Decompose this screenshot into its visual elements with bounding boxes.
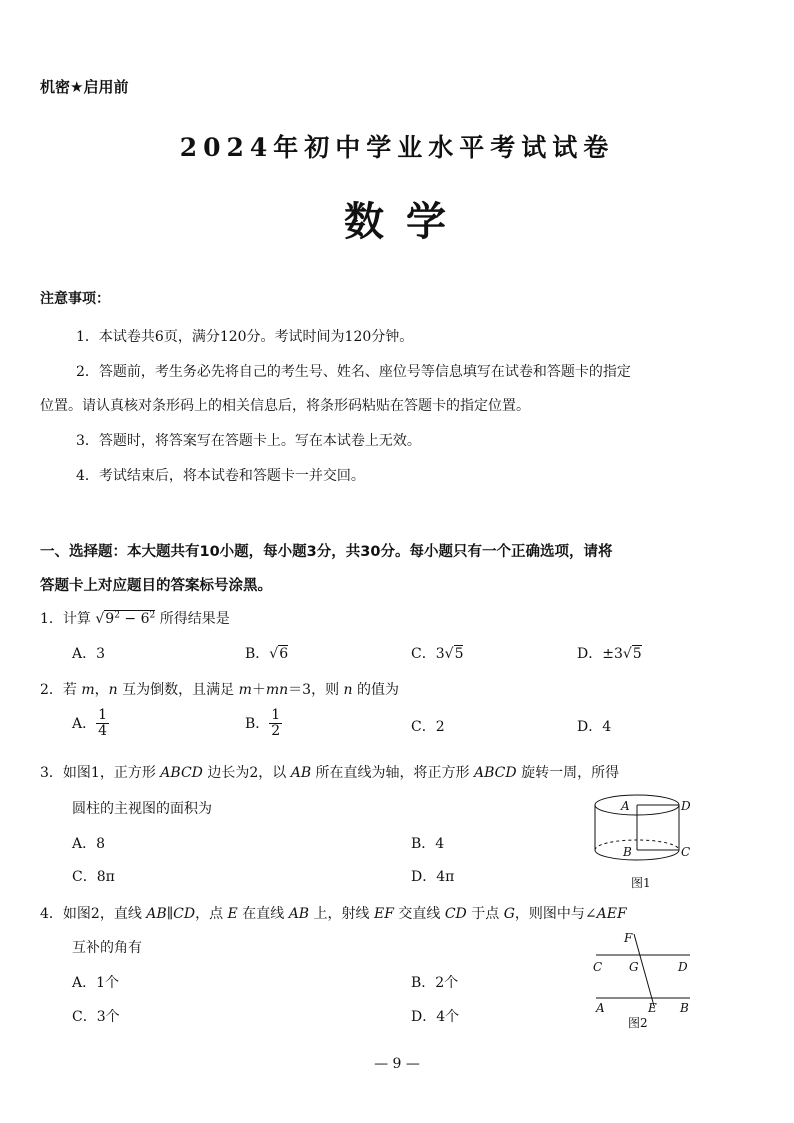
q3-option-c: C．8π [72, 869, 115, 885]
q1-d-label: D． [577, 646, 603, 662]
q4-aef: AEF [596, 906, 627, 922]
fig1-label-b: B [623, 845, 632, 859]
notice-heading: 注意事项： [40, 291, 110, 307]
q4-ab-2: AB [288, 906, 310, 922]
q2-plus: ＋ [251, 682, 266, 698]
q2-option-c: C．2 [411, 719, 445, 735]
q3-text-3: 所在直线为轴，将正方形 [311, 765, 475, 781]
notice-item-3: 3．答题时，将答案写在答题卡上。写在本试卷上无效。 [76, 433, 421, 449]
q4-text-4: 上，射线 [309, 906, 374, 922]
q1-option-c: C．3√5 [411, 646, 464, 662]
q3-text-line2: 圆柱的主视图的面积为 [72, 801, 212, 817]
q1-number: 1． [40, 611, 63, 627]
q4-text-3: 在直线 [237, 906, 289, 922]
q1-d-radicand: 5 [632, 646, 642, 662]
question-4 [40, 903, 627, 923]
q3-ab: AB [290, 765, 312, 781]
fig2-label-c: C [593, 960, 603, 974]
q2-option-d: D．4 [577, 719, 612, 735]
q2-b-numerator: 1 [271, 707, 281, 723]
notice-item-2-cont: 位置。请认真核对条形码上的相关信息后，将条形码粘贴在答题卡的指定位置。 [40, 398, 530, 414]
q2-option-b [245, 708, 282, 740]
q1-exp-2: 2 [149, 610, 156, 621]
q2-var-m2: m [238, 682, 252, 698]
q1-d-coef: ±3 [602, 646, 623, 662]
figure-1-cylinder [585, 790, 705, 895]
confidential-label: 机密★启用前 [40, 78, 129, 96]
q3-option-b: B．4 [411, 836, 445, 852]
q4-text-1: 如图2，直线 [62, 906, 147, 922]
q2-text-3: 的值为 [352, 682, 400, 698]
q1-c-coef: 3 [435, 646, 445, 662]
q1-radical: $√9^2 - 6^2$ [95, 610, 156, 627]
exam-title: 2024年初中学业水平考试试卷 [179, 133, 615, 162]
fig1-label-c: C [681, 845, 691, 859]
q1-option-b: B．√6 [245, 646, 289, 662]
q1-suffix: 所得结果是 [159, 611, 230, 627]
q1-option-d: D．±3√5 [577, 646, 642, 662]
page-number: — 9 — [374, 1056, 420, 1072]
q4-text-6: 于点 [466, 906, 504, 922]
q1-b-radicand: 6 [279, 646, 289, 662]
q4-g: G [503, 906, 515, 922]
q2-b-fraction [269, 708, 282, 740]
notice-item-2: 2．答题前，考生务必先将自己的考生号、姓名、座位号等信息填写在试卷和答题卡的指定 [76, 364, 631, 380]
q2-var-mn: mn [265, 682, 289, 698]
q4-e: E [227, 906, 238, 922]
q2-a-numerator: 1 [98, 707, 108, 723]
q4-cd: CD [173, 906, 196, 922]
section-heading: 一、选择题：本大题共有10小题，每小题3分，共30分。每小题只有一个正确选项，请将 [40, 544, 613, 560]
fig2-label-f: F [624, 931, 633, 945]
q1-c-label: C． [411, 646, 436, 662]
q2-b-label: B． [245, 715, 270, 732]
q4-text-2: ，点 [195, 906, 228, 922]
fig1-caption: 图1 [631, 876, 651, 890]
q4-number: 4． [40, 906, 63, 922]
q1-b-label: B． [245, 646, 270, 662]
fig1-label-a: A [621, 799, 630, 813]
question-1 [40, 608, 230, 628]
q4-ef: EF [374, 906, 394, 922]
figure-2-parallel-lines [588, 928, 708, 1033]
q3-number: 3． [40, 765, 63, 781]
q4-option-a: A．1个 [72, 975, 120, 991]
q2-equals: ＝3，则 [288, 682, 344, 698]
q1-exp-1: 2 [114, 610, 120, 621]
fig1-label-d: D [681, 799, 691, 813]
q3-text-1: 如图1，正方形 [62, 765, 161, 781]
q3-text-4: 旋转一周，所得 [516, 765, 620, 781]
q3-option-a: A．8 [72, 836, 106, 852]
q2-number: 2． [40, 682, 63, 698]
q2-a-label: A． [72, 715, 97, 732]
question-2 [40, 679, 399, 699]
q3-option-d: D．4π [411, 869, 455, 885]
q3-abcd-2: ABCD [474, 765, 517, 781]
q2-var-m: m [81, 682, 95, 698]
q4-option-c: C．3个 [72, 1009, 120, 1025]
q2-var-n: n [108, 682, 118, 698]
q4-ab: AB [146, 906, 167, 922]
fig2-label-e: E [648, 1001, 657, 1015]
section-heading-cont: 答题卡上对应题目的答案标号涂黑。 [40, 578, 272, 594]
q1-c-radicand: 5 [454, 646, 464, 662]
q2-comma: ， [94, 682, 109, 698]
q1-radicand-a: 9 [105, 611, 115, 627]
q3-text-2: 边长为2，以 [202, 765, 291, 781]
q1-minus: − [119, 611, 141, 627]
notice-item-4: 4．考试结束后，将本试卷和答题卡一并交回。 [76, 468, 365, 484]
q1-option-a: A．3 [72, 646, 106, 662]
q2-b-denominator: 2 [271, 723, 281, 740]
q1-prefix: 计算 [62, 611, 91, 627]
q3-abcd: ABCD [160, 765, 203, 781]
fig2-label-d: D [678, 960, 688, 974]
q4-cd-2: CD [444, 906, 467, 922]
q4-parallel: ∥ [166, 906, 174, 922]
q2-a-fraction [96, 708, 109, 740]
q4-option-b: B．2个 [411, 975, 459, 991]
q4-option-d: D．4个 [411, 1009, 460, 1025]
q4-text-7: ，则图中与∠ [514, 906, 597, 922]
notice-item-1: 1．本试卷共6页，满分120分。考试时间为120分钟。 [76, 329, 414, 345]
q2-option-a [72, 708, 109, 740]
q2-text-2: 互为倒数，且满足 [117, 682, 239, 698]
q1-radicand-b: 6 [140, 611, 150, 627]
q2-var-n2: n [343, 682, 353, 698]
question-3 [40, 762, 619, 782]
fig2-label-g: G [629, 960, 639, 974]
q2-a-denominator: 4 [98, 723, 108, 740]
fig2-label-a: A [596, 1001, 605, 1015]
q4-text-line2: 互补的角有 [72, 940, 142, 956]
fig2-caption: 图2 [628, 1016, 648, 1030]
q4-text-5: 交直线 [393, 906, 445, 922]
subject-title: 数 学 [344, 198, 450, 245]
q2-text-1: 若 [62, 682, 82, 698]
fig2-label-b: B [680, 1001, 689, 1015]
